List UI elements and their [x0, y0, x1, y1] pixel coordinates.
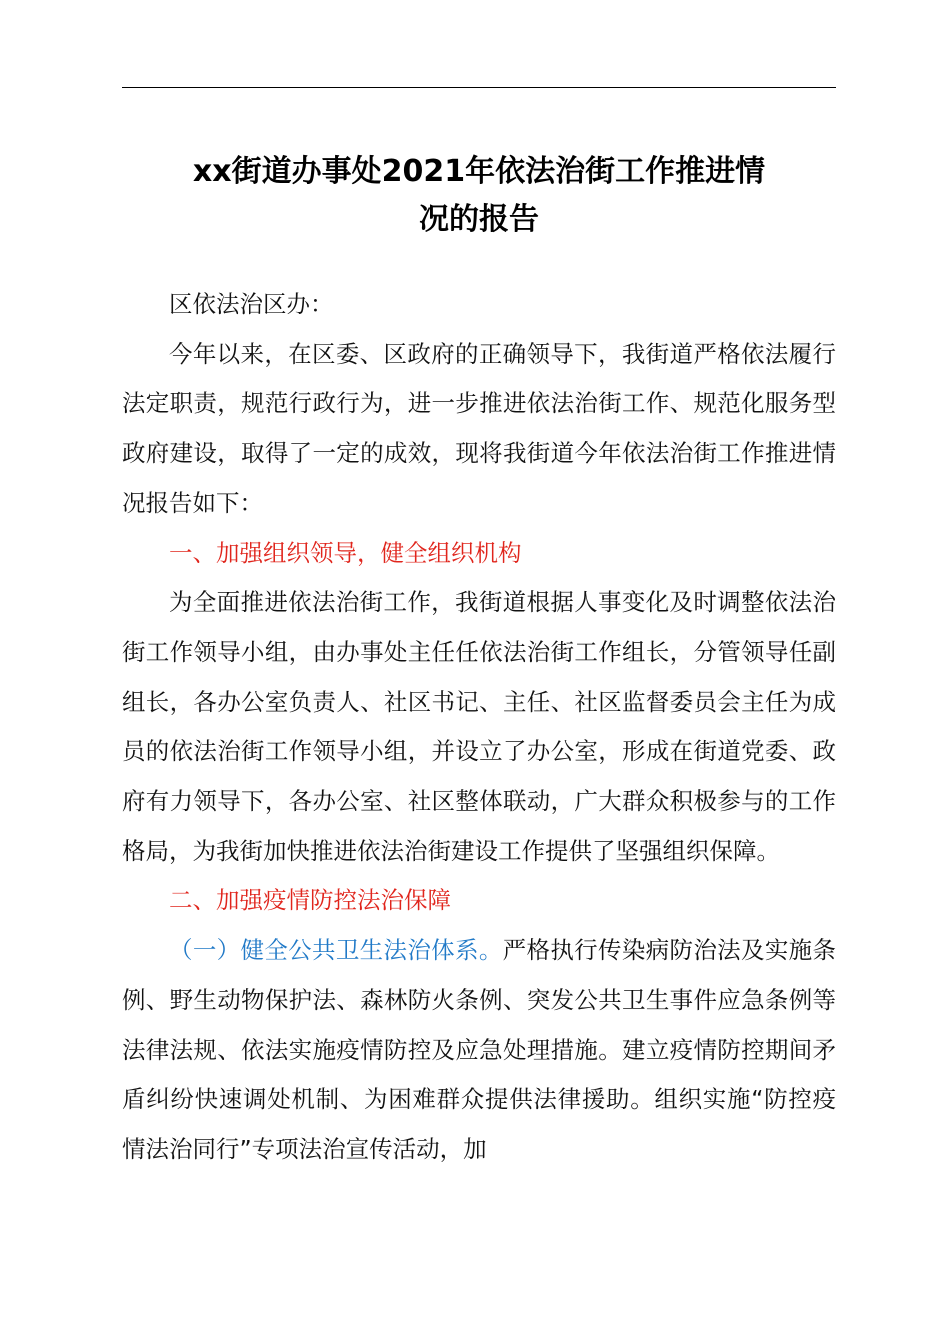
salutation: 区依法治区办：	[169, 290, 334, 318]
title-line-2: 况的报告	[419, 202, 539, 237]
subsection-lead: （一）健全公共卫生法治体系。	[169, 936, 503, 965]
intro-paragraph: 今年以来，在区委、区政府的正确领导下，我街道严格依法履行法定职责，规范行政行为，进一步推进依法治街工作、规范化服务型政府建设，取得了一定的成效，现将我街道今年依法治街工作推进情况报告如下：	[122, 339, 836, 517]
subsection-text: 严格执行传染病防治法及实施条例、野生动物保护法、森林防火条例、突发公共卫生事件应急条例等法律法规、依法实施疫情防控及应急处理措施。建立疫情防控期间矛盾纠纷快速调处机制、为困难群众提供法律援助。组织实施“防控疫情法治同行”专项法治宣传活动，加	[122, 936, 837, 1163]
section-heading-1: 一、加强组织领导，健全组织机构	[169, 538, 522, 567]
section-heading-2: 二、加强疫情防控法治保障	[169, 886, 451, 915]
section-paragraph-1: 为全面推进依法治街工作，我街道根据人事变化及时调整依法治街工作领导小组，由办事处主任任依法治街工作组长，分管领导任副组长，各办公室负责人、社区书记、主任、社区监督委员会主任为成员的依法治街工作领导小组，并设立了办公室，形成在街道党委、政府有力领导下，各办公室、社区整体联动，广大群众积极参与的工作格局，为我街加快推进依法治街建设工作提供了坚强组织保障。	[122, 588, 836, 865]
header-rule	[122, 87, 836, 88]
document-body	[122, 280, 836, 1175]
document-title	[122, 148, 836, 244]
subsection-paragraph-1	[122, 926, 836, 1175]
title-line-1: xx街道办事处2021年依法治街工作推进情	[192, 154, 766, 189]
